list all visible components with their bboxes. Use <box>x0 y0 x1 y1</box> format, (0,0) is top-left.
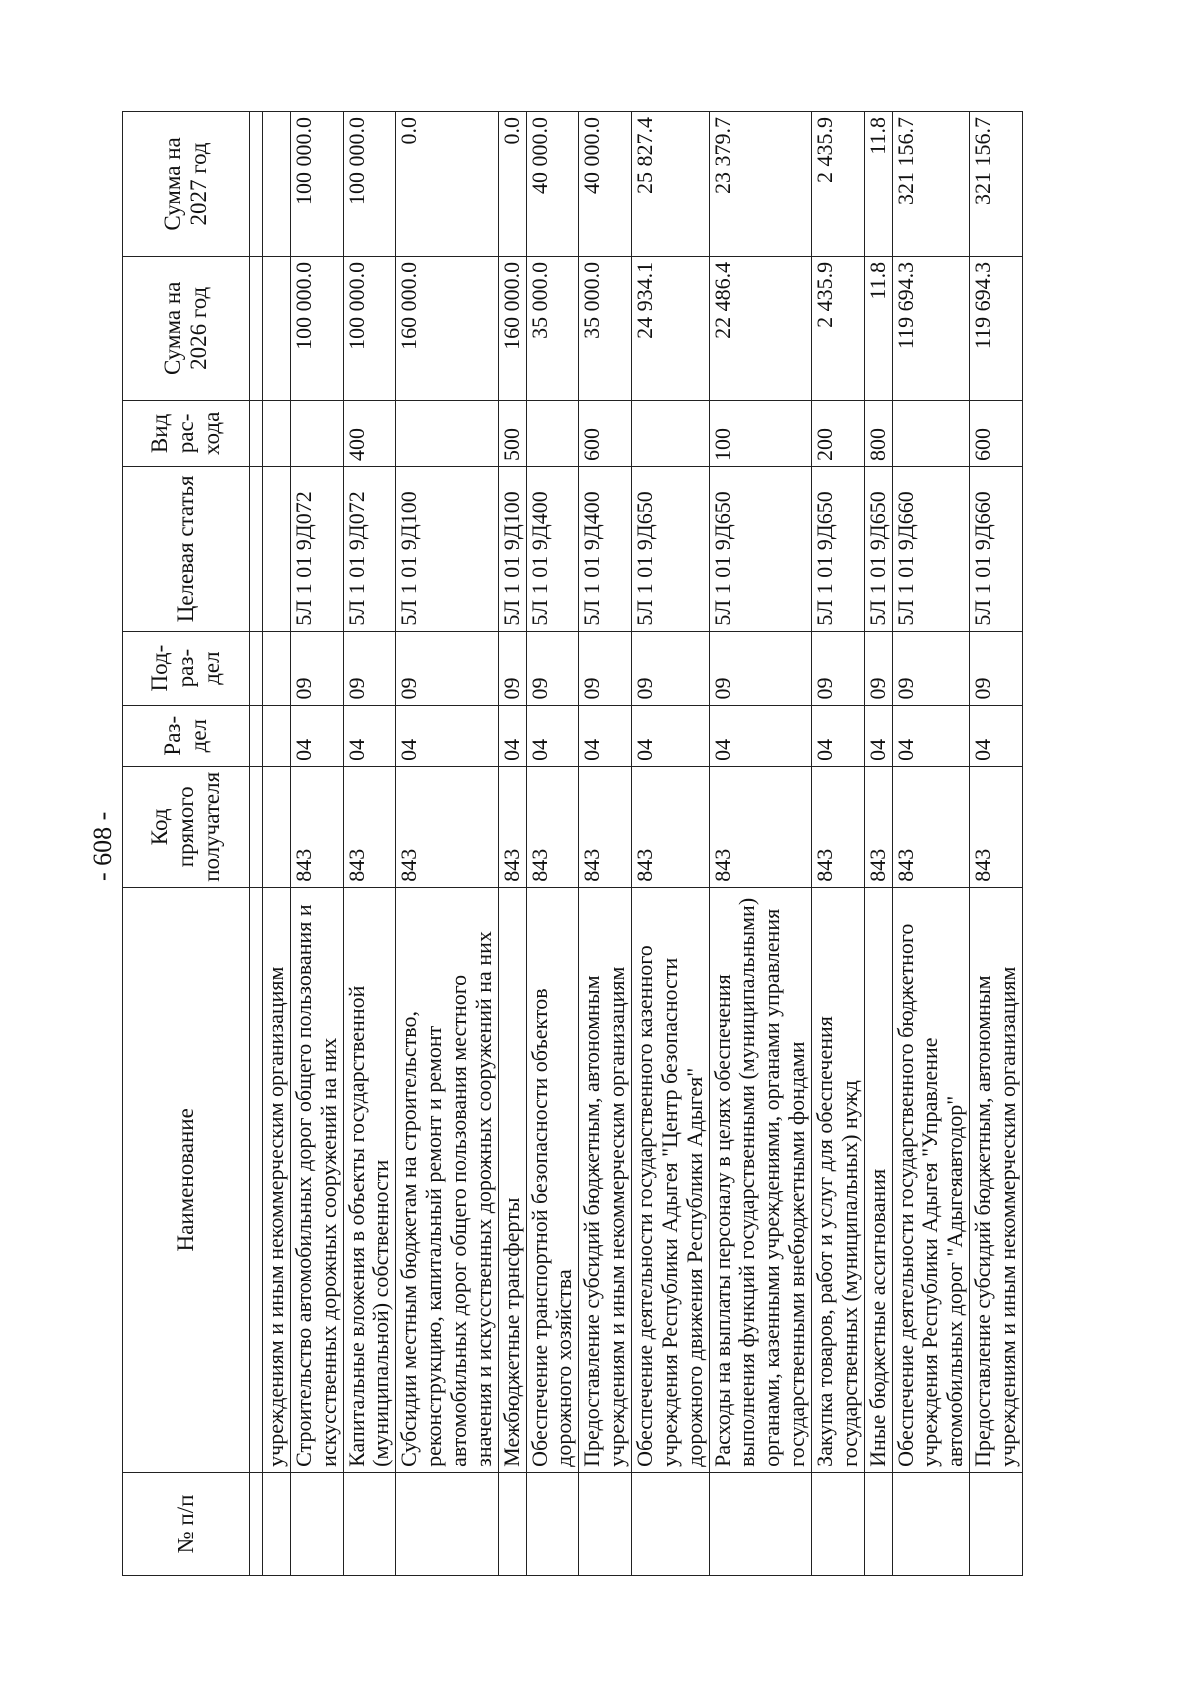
row-sum2026: 100 000.0 <box>343 256 396 400</box>
col-num-header: № п/п <box>123 1472 250 1575</box>
row-name: Иные бюджетные ассигнования <box>864 887 892 1472</box>
col-subsection-header: Под-раз-дел <box>123 631 250 705</box>
row-target: 5Л 1 01 9Д650 <box>632 466 710 631</box>
row-subsection: 09 <box>892 631 970 705</box>
table-row <box>526 112 579 1576</box>
row-expense-type <box>290 400 343 466</box>
row-subsection: 09 <box>343 631 396 705</box>
row-num <box>970 1472 1023 1575</box>
row-sum2026: 11.8 <box>864 256 892 400</box>
row-target <box>263 466 291 631</box>
table-row <box>709 112 811 1576</box>
row-code: 843 <box>498 766 526 887</box>
row-expense-type: 200 <box>812 400 865 466</box>
row-subsection: 09 <box>970 631 1023 705</box>
table-header-row <box>123 112 250 1576</box>
row-section: 04 <box>343 705 396 766</box>
row-section: 04 <box>970 705 1023 766</box>
row-sum2026: 2 435.9 <box>812 256 865 400</box>
row-expense-type <box>892 400 970 466</box>
table-row <box>632 112 710 1576</box>
col-code-header: Код прямого получателя <box>123 766 250 887</box>
row-num <box>526 1472 579 1575</box>
row-num <box>343 1472 396 1575</box>
row-num <box>864 1472 892 1575</box>
row-code: 843 <box>579 766 632 887</box>
row-sum2026: 119 694.3 <box>970 256 1023 400</box>
row-sum2027: 40 000.0 <box>579 112 632 257</box>
row-sum2027: 25 827.4 <box>632 112 710 257</box>
row-sum2026: 160 000.0 <box>396 256 498 400</box>
col-target-header: Целевая статья <box>123 466 250 631</box>
row-name: Предоставление субсидий бюджетным, автономным учреждениям и иным некоммерческим организациям <box>970 887 1023 1472</box>
row-num <box>579 1472 632 1575</box>
row-code <box>263 766 291 887</box>
row-name: Капитальные вложения в объекты государственной (муниципальной) собственности <box>343 887 396 1472</box>
row-name: Субсидии местным бюджетам на строительство, реконструкцию, капитальный ремонт и ремонт автомобильных дорог общего пользования местного значения и искусственных дорожных сооружений на них <box>396 887 498 1472</box>
row-target: 5Л 1 01 9Д650 <box>812 466 865 631</box>
row-expense-type: 100 <box>709 400 811 466</box>
row-sum2027: 321 156.7 <box>892 112 970 257</box>
row-sum2027: 321 156.7 <box>970 112 1023 257</box>
row-expense-type: 500 <box>498 400 526 466</box>
row-target: 5Л 1 01 9Д100 <box>396 466 498 631</box>
row-name: Обеспечение деятельности государственного казенного учреждения Республики Адыгея "Центр безопасности дорожного движения Республики Адыгея" <box>632 887 710 1472</box>
row-sum2027: 0.0 <box>396 112 498 257</box>
row-sum2026: 160 000.0 <box>498 256 526 400</box>
row-num <box>263 1472 291 1575</box>
row-subsection: 09 <box>526 631 579 705</box>
row-section: 04 <box>709 705 811 766</box>
row-code: 843 <box>892 766 970 887</box>
row-subsection: 09 <box>709 631 811 705</box>
row-subsection <box>263 631 291 705</box>
row-num <box>396 1472 498 1575</box>
row-num <box>709 1472 811 1575</box>
row-name: Межбюджетные трансферты <box>498 887 526 1472</box>
table-row <box>892 112 970 1576</box>
row-target: 5Л 1 01 9Д072 <box>290 466 343 631</box>
row-section: 04 <box>579 705 632 766</box>
row-target: 5Л 1 01 9Д072 <box>343 466 396 631</box>
col-expense-type-header: Вид рас-хода <box>123 400 250 466</box>
row-name: Расходы на выплаты персоналу в целях обеспечения выполнения функций государственными (муниципальными) органами, казенными учреждениями, органами управления государственными внебюджетными фондами <box>709 887 811 1472</box>
row-sum2027: 40 000.0 <box>526 112 579 257</box>
row-sum2026: 35 000.0 <box>579 256 632 400</box>
row-sum2026: 35 000.0 <box>526 256 579 400</box>
table-row <box>290 112 343 1576</box>
row-name: Закупка товаров, работ и услуг для обеспечения государственных (муниципальных) нужд <box>812 887 865 1472</box>
table-row <box>498 112 526 1576</box>
col-section-header: Раз-дел <box>123 705 250 766</box>
row-expense-type: 600 <box>579 400 632 466</box>
row-section: 04 <box>812 705 865 766</box>
row-target: 5Л 1 01 9Д650 <box>864 466 892 631</box>
table-row <box>970 112 1023 1576</box>
row-name: Строительство автомобильных дорог общего пользования и искусственных дорожных сооружений на них <box>290 887 343 1472</box>
table-spacer-row <box>250 112 263 1576</box>
row-code: 843 <box>290 766 343 887</box>
table-row <box>812 112 865 1576</box>
row-target: 5Л 1 01 9Д400 <box>579 466 632 631</box>
row-sum2026: 100 000.0 <box>290 256 343 400</box>
row-code: 843 <box>864 766 892 887</box>
budget-table <box>122 111 1023 1576</box>
row-expense-type <box>396 400 498 466</box>
row-sum2026: 22 486.4 <box>709 256 811 400</box>
row-section: 04 <box>396 705 498 766</box>
row-subsection: 09 <box>864 631 892 705</box>
row-num <box>498 1472 526 1575</box>
row-target: 5Л 1 01 9Д100 <box>498 466 526 631</box>
row-sum2026: 24 934.1 <box>632 256 710 400</box>
row-sum2027: 23 379.7 <box>709 112 811 257</box>
row-section: 04 <box>526 705 579 766</box>
row-sum2027: 100 000.0 <box>290 112 343 257</box>
row-name: учреждениям и иным некоммерческим организациям <box>263 887 291 1472</box>
row-sum2026: 119 694.3 <box>892 256 970 400</box>
row-expense-type <box>526 400 579 466</box>
row-name: Обеспечение деятельности государственного бюджетного учреждения Республики Адыгея "Управление автомобильных дорог "Адыгеяавтодор" <box>892 887 970 1472</box>
row-target: 5Л 1 01 9Д660 <box>892 466 970 631</box>
row-target: 5Л 1 01 9Д660 <box>970 466 1023 631</box>
row-subsection: 09 <box>579 631 632 705</box>
row-code: 843 <box>812 766 865 887</box>
row-subsection: 09 <box>498 631 526 705</box>
row-section: 04 <box>632 705 710 766</box>
row-section: 04 <box>290 705 343 766</box>
row-expense-type: 800 <box>864 400 892 466</box>
row-expense-type: 400 <box>343 400 396 466</box>
table-row <box>263 112 291 1576</box>
row-subsection: 09 <box>632 631 710 705</box>
row-sum2027: 100 000.0 <box>343 112 396 257</box>
table-row <box>396 112 498 1576</box>
table-row <box>343 112 396 1576</box>
row-section: 04 <box>892 705 970 766</box>
table-row <box>864 112 892 1576</box>
col-name-header: Наименование <box>123 887 250 1472</box>
row-section: 04 <box>864 705 892 766</box>
row-code: 843 <box>343 766 396 887</box>
row-num <box>632 1472 710 1575</box>
col-sum2026-header: Сумма на 2026 год <box>123 256 250 400</box>
row-code: 843 <box>970 766 1023 887</box>
row-expense-type <box>632 400 710 466</box>
row-code: 843 <box>709 766 811 887</box>
row-subsection: 09 <box>812 631 865 705</box>
row-code: 843 <box>632 766 710 887</box>
row-subsection: 09 <box>396 631 498 705</box>
row-code: 843 <box>526 766 579 887</box>
row-section <box>263 705 291 766</box>
row-sum2027: 11.8 <box>864 112 892 257</box>
row-sum2027: 0.0 <box>498 112 526 257</box>
col-sum2027-header: Сумма на 2027 год <box>123 112 250 257</box>
row-sum2027 <box>263 112 291 257</box>
row-name: Обеспечение транспортной безопасности объектов дорожного хозяйства <box>526 887 579 1472</box>
row-sum2026 <box>263 256 291 400</box>
row-name: Предоставление субсидий бюджетным, автономным учреждениям и иным некоммерческим организациям <box>579 887 632 1472</box>
table-row <box>579 112 632 1576</box>
row-expense-type: 600 <box>970 400 1023 466</box>
row-sum2027: 2 435.9 <box>812 112 865 257</box>
row-num <box>812 1472 865 1575</box>
row-subsection: 09 <box>290 631 343 705</box>
row-num <box>892 1472 970 1575</box>
row-target: 5Л 1 01 9Д650 <box>709 466 811 631</box>
row-target: 5Л 1 01 9Д400 <box>526 466 579 631</box>
row-expense-type <box>263 400 291 466</box>
row-section: 04 <box>498 705 526 766</box>
row-code: 843 <box>396 766 498 887</box>
page-number: - 608 - <box>88 811 117 881</box>
row-num <box>290 1472 343 1575</box>
